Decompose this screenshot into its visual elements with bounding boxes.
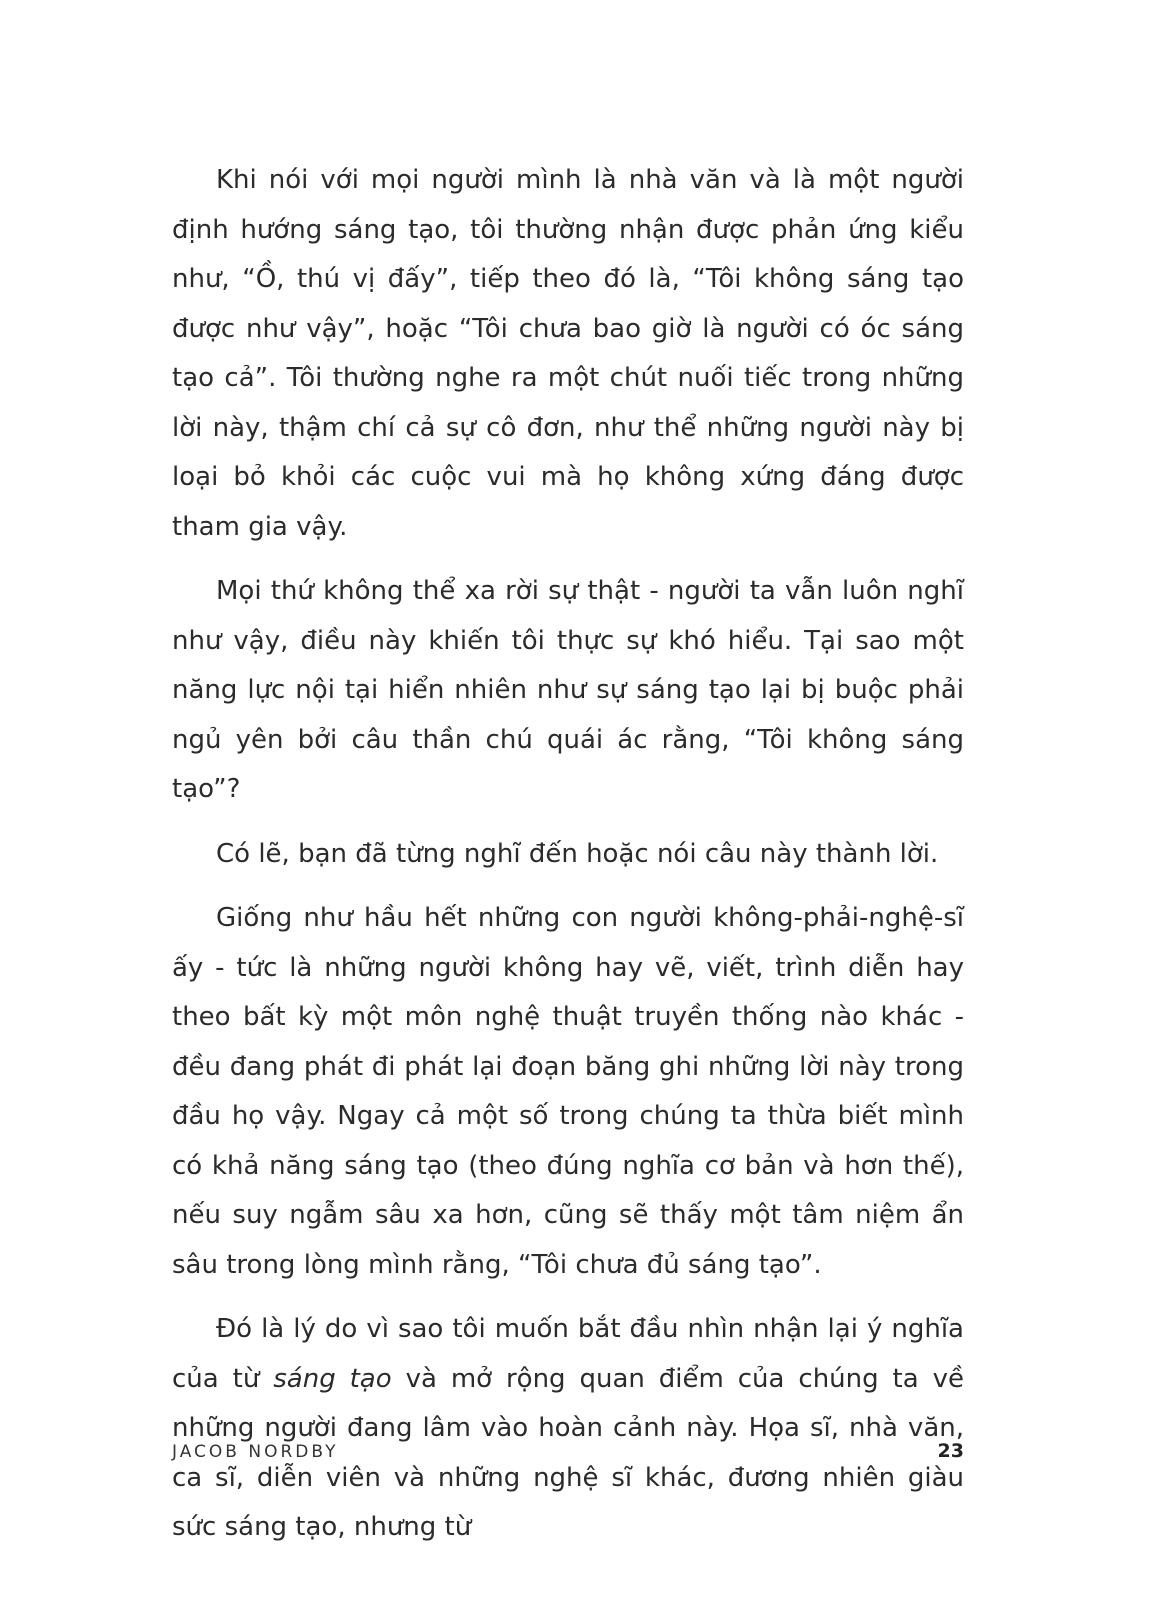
body-text [172, 156, 964, 1568]
paragraph-5 [172, 1305, 964, 1553]
paragraph-5-after: và mở rộng quan điểm của chúng ta về những người đang lâm vào hoàn cảnh này. Họa sĩ, nhà văn, ca sĩ, diễn viên và những nghệ sĩ khác, đương nhiên giàu sức sáng tạo, nhưng từ [172, 1363, 964, 1542]
footer-author: JACOB NORDBY [172, 1442, 339, 1462]
paragraph-4: Giống như hầu hết những con người không-phải-nghệ-sĩ ấy - tức là những người không hay vẽ, viết, trình diễn hay theo bất kỳ một môn nghệ thuật truyền thống nào khác - đều đang phát đi phát lại đoạn băng ghi những lời này trong đầu họ vậy. Ngay cả một số trong chúng ta thừa biết mình có khả năng sáng tạo (theo đúng nghĩa cơ bản và hơn thế), nếu suy ngẫm sâu xa hơn, cũng sẽ thấy một tâm niệm ẩn sâu trong lòng mình rằng, “Tôi chưa đủ sáng tạo”. [172, 903, 964, 1280]
paragraph-5-before: Đó là lý do vì sao tôi muốn bắt đầu nhìn nhận lại ý nghĩa của từ [172, 1314, 964, 1394]
emphasis-term: sáng tạo [273, 1363, 392, 1394]
paragraph-2: Mọi thứ không thể xa rời sự thật - người ta vẫn luôn nghĩ như vậy, điều này khiến tôi thực sự khó hiểu. Tại sao một năng lực nội tại hiển nhiên như sự sáng tạo lại bị buộc phải ngủ yên bởi câu thần chú quái ác rằng, “Tôi không sáng tạo”? [172, 576, 964, 804]
page-number: 23 [937, 1440, 964, 1462]
paragraph-3: Có lẽ, bạn đã từng nghĩ đến hoặc nói câu này thành lời. [216, 838, 939, 869]
paragraph-1: Khi nói với mọi người mình là nhà văn và là một người định hướng sáng tạo, tôi thường nhận được phản ứng kiểu như, “Ồ, thú vị đấy”, tiếp theo đó là, “Tôi không sáng tạo được như vậy”, hoặc “Tôi chưa bao giờ là người có óc sáng tạo cả”. Tôi thường nghe ra một chút nuối tiếc trong những lời này, thậm chí cả sự cô đơn, như thể những người này bị loại bỏ khỏi các cuộc vui mà họ không xứng đáng được tham gia vậy. [172, 165, 964, 542]
